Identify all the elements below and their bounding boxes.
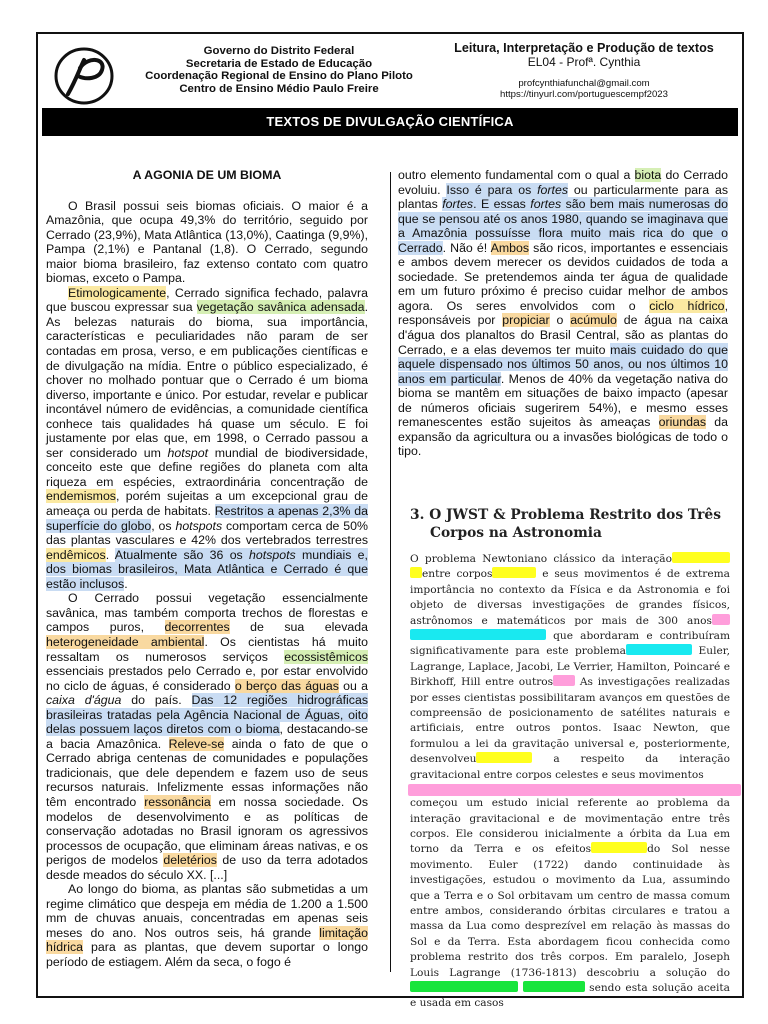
pink-redaction-mark <box>553 675 575 686</box>
paragraph-4: Ao longo do bioma, as plantas são submetidas a um regime climático que despeja em média de 1.200 a 1.500 mm de chuvas anuais, concentradas em apenas seis meses do ano. Nos outros seis, há grande limitação hídrica para as plantas, que devem suportar o longo período de estiagem. Além da seca, o fogo é <box>46 882 368 969</box>
article-right-column <box>398 168 728 459</box>
yellow-redaction-mark <box>476 752 532 763</box>
course-title: Leitura, Interpretação e Produção de textos <box>454 41 714 55</box>
paragraph-5: outro elemento fundamental com o qual a biota do Cerrado evoluiu. Isso é para os fortes ou particularmente para as plantas fortes. E essas fortes são bem mais numerosas do que se pensou até os anos 1980, quando se imaginava que a Amazônia possuísse flora muito mais rica do que o Cerrado. Não é! Ambos são ricos, importantes e essenciais e ambos devem merecer os devidos cuidados de toda a sociedade. Se pretendemos ainda ter água de qualidade em um futuro próximo é preciso cuidar melhor de ambos agora. Os seres envolvidos com o ciclo hídrico, responsáveis por propiciar o acúmulo de água na caixa d'água dos planaltos do Brasil Central, são as plantas do Cerrado, e a elas devemos ter muito mais cuidado do que aquele dispensado nos últimos 50 anos, ou nos últimos 10 anos em particular. Menos de 40% da vegetação nativa do bioma se mantêm em situações de baixo impacto (apesar de números oficiais sugerirem 54%), e mesmo esses remanescentes estão sujeitos às ameaças oriundas da expansão da agricultura ou a invasões biológicas de todo o tipo. <box>398 168 729 459</box>
pink-redaction-bar <box>408 784 741 796</box>
green-redaction-mark <box>410 981 518 992</box>
paragraph-2: Etimologicamente, Cerrado significa fechado, palavra que buscou expressar sua vegetação savânica adensada. As belezas naturais do bioma, sua importância, características e peculiaridades não param de ser contadas em prosa, verso, e em publicações científicas e de divulgação na mídia. Entre o público especializado, é chover no molhado pontuar que o Cerrado é um bioma diverso, importante e único. Por estudar, revelar e publicar incontável número de evidências, a comunidade científica conhece tais qualidades há quase um século. E foi justamente por elas que, em 1998, o Cerrado passou a ser considerado um hotspot mundial de biodiversidade, conceito este que define regiões do planeta com alta riqueza em espécies, extraordinária concentração de endemismos, porém sujeitas a um excepcional grau de ameaça ou perda de habitats. Restritos a apenas 2,3% da superfície do globo, os hotspots comportam cerca de 50% das plantas vasculares e 42% dos vertebrados terrestres endêmicos. Atualmente são 36 os hotspots mundiais e, dos biomas brasileiros, Mata Atlântica e Cerrado é que estão inclusos. <box>46 285 369 591</box>
gov-line: Secretaria de Estado de Educação <box>185 57 373 70</box>
yellow-redaction-mark <box>591 842 647 853</box>
cyan-redaction-mark <box>410 629 546 640</box>
excerpt-title: 3. O JWST & Problema Restrito dos Três Corpos na Astronomia <box>410 507 721 541</box>
yellow-redaction-mark <box>410 567 422 578</box>
institution-header <box>124 45 434 95</box>
gov-line: Centro de Ensino Médio Paulo Freire <box>179 82 379 95</box>
excerpt-body: O problema Newtoniano clássico da interação entre corpos e seus movimentos é de extrema importância no contexto da Física e da Astronomia e foi objeto de diversas investigações de grandes físicos, astrônomos e matemáticos por mais de 300 anos que abordaram e contribuíram significativamente para este problema Euler, Lagrange, Laplace, Jacobi, Le Verrier, Hamilton, Poincaré e Birkhoff, Hill entre outros As investigações realizadas por esses cientistas possibilitaram avanços em questões de compreensão de posicionamento de satélites naturais e artificiais, entre outros pontos. Isaac Newton, que formulou a lei da gravitação universal e, posteriormente, desenvolveu a respeito da interação gravitacional entre corpos celestes e seus movimentos começou um estudo inicial referente ao problema da interação gravitacional e de movimentação entre três corpos. Ele considerou inicialmente a órbita da Lua em torno da Terra e os efeitos do Sol nesse movimento. Euler (1722) dando continuidade às investigações, estudou o movimento da Lua, assumindo que a Terra e o Sol orbitavam um centro de massa comum entre ambos, considerando órbitas circulares e tratou a massa da Lua como desprezível em relação às massas do Sol e da Terra. Esta abordagem ficou conhecida como problema restrito dos três corpos. Em paralelo, Joseph Louis Lagrange (1736-1813) descobriu a solução do sendo esta solução aceita e usada em casos <box>410 552 730 1012</box>
article-title: A AGONIA DE UM BIOMA <box>132 168 282 182</box>
gov-line: Governo do Distrito Federal <box>203 45 355 57</box>
yellow-redaction-mark <box>492 567 536 578</box>
stylized-p-logo-icon <box>54 46 114 106</box>
course-header <box>434 41 734 101</box>
column-divider <box>390 172 391 972</box>
worksheet-page <box>36 32 744 1010</box>
teacher-line: EL04 - Profª. Cynthia <box>527 55 641 69</box>
section-banner: TEXTOS DE DIVULGAÇÃO CIENTÍFICA <box>42 108 738 136</box>
green-redaction-mark <box>523 981 585 992</box>
contact-email: profcynthiafunchal@gmail.com <box>518 78 650 89</box>
contact-url: https://tinyurl.com/portuguescempf2023 <box>500 89 668 101</box>
gov-line: Coordenação Regional de Ensino do Plano Piloto <box>145 70 413 83</box>
embedded-excerpt-section-3 <box>410 507 730 1012</box>
paragraph-1: O Brasil possui seis biomas oficiais. O maior é a Amazônia, que ocupa 49,3% do território, seguido por Cerrado (23,9%), Mata Atlântica (13,0%), Caatinga (9,9%), Pampa (2,1%) e Pantanal (1,8). O Cerrado, segundo maior bioma brasileiro, faz extenso contato com quatro biomas, exceto o Pampa. <box>46 198 368 286</box>
cyan-redaction-mark <box>626 644 692 655</box>
pink-redaction-mark <box>712 614 730 625</box>
yellow-redaction-mark <box>672 552 730 563</box>
article-left-column <box>46 168 368 970</box>
paragraph-3: O Cerrado possui vegetação essencialmente savânica, mas também comporta trechos de florestas e campos puros, decorrentes de sua elevada heterogeneidade ambiental. Os cientistas há muito ressaltam os numerosos serviços ecossistêmicos essenciais prestados pelo Cerrado e, por estar envolvido no ciclo de águas, é considerado o berço das águas ou a caixa d'água do país. Das 12 regiões hidrográficas brasileiras tratadas pela Agência Nacional de Águas, oito delas possuem laços diretos com o bioma, destacando-se a bacia Amazônica. Releve-se ainda o fato de que o Cerrado abriga centenas de comunidades e populações tradicionais, que dele dependem e fazem uso de seus recursos naturais. Infelizmente essas informações não têm encontrado ressonância em nossa sociedade. Os modelos de desenvolvimento e as políticas de conservação adotadas no Brasil ignoram os agressivos processos de ocupação, que eliminam áreas nativas, e os perigos de modelos deletérios de uso da terra adotados desde meados do século XX. [...] <box>46 591 369 882</box>
